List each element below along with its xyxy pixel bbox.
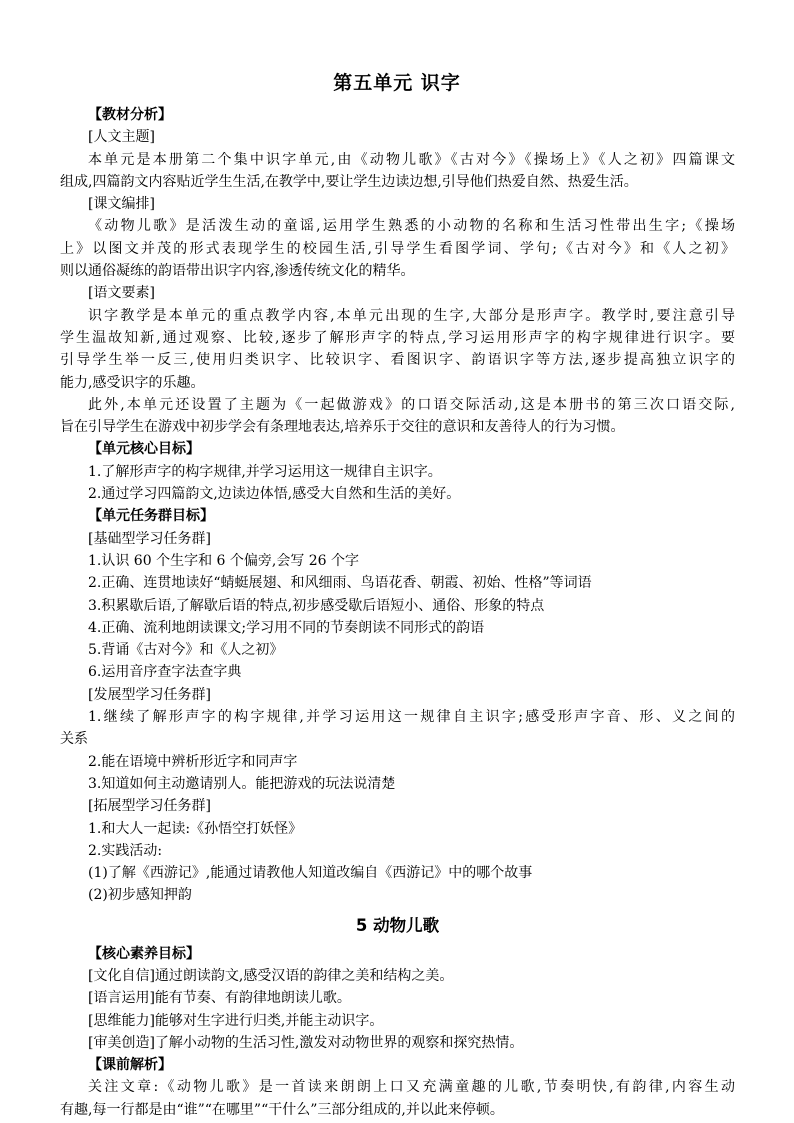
section-heading-core-goals: 【单元核心目标】 xyxy=(88,441,200,458)
list-item: [思维能力]能够对生字进行归类,并能主动识字。 xyxy=(88,1012,384,1029)
list-item-continuation: 关系 xyxy=(60,731,88,748)
subheading-language-elements: [语文要素] xyxy=(88,285,155,302)
paragraph-line: 关注文章:《动物儿歌》是一首读来朗朗上口又充满童趣的儿歌,节奏明快,有韵律,内容生动 xyxy=(88,1079,735,1096)
paragraph-line: 引导学生举一反三,使用归类识字、比较识字、看图识字、韵语识字等方法,逐步提高独立识字的 xyxy=(60,352,735,369)
paragraph-line: 上》以图文并茂的形式表现学生的校园生活,引导学生看图学词、学句;《古对今》和《人之初》 xyxy=(60,240,735,257)
section-heading-core-literacy: 【核心素养目标】 xyxy=(88,945,200,962)
list-item: 1.继续了解形声字的构字规律,并学习运用这一规律自主识字;感受形声字音、形、义之间的 xyxy=(88,709,735,726)
list-item: [语言运用]能有节奏、有韵律地朗读儿歌。 xyxy=(88,990,351,1007)
list-item: 1.和大人一起读:《孙悟空打妖怪》 xyxy=(88,820,303,837)
section-heading-textbook-analysis: 【教材分析】 xyxy=(88,107,172,123)
lesson-title: 5 动物儿歌 xyxy=(355,915,440,935)
list-item: 1.认识 60 个生字和 6 个偏旁,会写 26 个字 xyxy=(88,552,360,569)
document-title: 第五单元 识字 xyxy=(333,72,461,94)
list-item: [文化自信]通过朗读韵文,感受汉语的韵律之美和结构之美。 xyxy=(88,967,454,984)
paragraph-line: 识字教学是本单元的重点教学内容,本单元出现的生字,大部分是形声字。教学时,要注意引导 xyxy=(88,307,735,324)
subheading-development-task-group: [发展型学习任务群] xyxy=(88,686,211,703)
subheading-extension-task-group: [拓展型学习任务群] xyxy=(88,798,211,815)
subheading-text-arrangement: [课文编排] xyxy=(88,196,155,213)
paragraph-line: 有趣,每一行都是由“谁”“在哪里”“干什么”三部分组成的,并以此来停顿。 xyxy=(60,1101,504,1118)
list-item: [审美创造]了解小动物的生活习性,激发对动物世界的观察和探究热情。 xyxy=(88,1034,524,1051)
paragraph-line: 旨在引导学生在游戏中初步学会有条理地表达,培养乐于交往的意识和友善待人的行为习惯。 xyxy=(60,419,625,436)
list-item: 2.实践活动: xyxy=(88,842,163,859)
paragraph-line: 此外,本单元还设置了主题为《一起做游戏》的口语交际活动,这是本册书的第三次口语交际, xyxy=(88,396,735,413)
paragraph-line: 组成,四篇韵文内容贴近学生生活,在教学中,要让学生边读边想,引导他们热爱自然、热爱生活。 xyxy=(60,173,638,190)
list-item: 3.积累歇后语,了解歇后语的特点,初步感受歇后语短小、通俗、形象的特点 xyxy=(88,597,545,614)
list-item: 4.正确、流利地朗读课文;学习用不同的节奏朗读不同形式的韵语 xyxy=(88,619,485,636)
list-item: 3.知道如何主动邀请别人。能把游戏的玩法说清楚 xyxy=(88,775,396,792)
section-heading-preclass-analysis: 【课前解析】 xyxy=(88,1057,172,1074)
list-item: (2)初步感知押韵 xyxy=(88,887,192,904)
paragraph-line: 《动物儿歌》是活泼生动的童谣,运用学生熟悉的小动物的名称和生活习性带出生字;《操场 xyxy=(88,218,735,235)
list-item: 1.了解形声字的构字规律,并学习运用这一规律自主识字。 xyxy=(88,463,442,480)
subheading-basic-task-group: [基础型学习任务群] xyxy=(88,530,211,547)
list-item: 2.能在语境中辨析形近字和同声字 xyxy=(88,753,298,770)
subheading-humanistic-theme: [人文主题] xyxy=(88,129,155,146)
paragraph-line: 能力,感受识字的乐趣。 xyxy=(60,374,205,391)
paragraph-line: 本单元是本册第二个集中识字单元,由《动物儿歌》《古对今》《操场上》《人之初》四篇课文 xyxy=(88,151,735,168)
list-item: 6.运用音序查字法查字典 xyxy=(88,664,242,681)
paragraph-line: 则以通俗凝练的韵语带出识字内容,渗透传统文化的精华。 xyxy=(60,263,415,280)
list-item: (1)了解《西游记》,能通过请教他人知道改编自《西游记》中的哪个故事 xyxy=(88,865,533,882)
section-heading-task-group-goals: 【单元任务群目标】 xyxy=(88,508,214,525)
list-item: 2.正确、连贯地读好“蜻蜓展翅、和风细雨、鸟语花香、朝霞、初始、性格”等词语 xyxy=(88,575,592,592)
list-item: 5.背诵《古对今》和《人之初》 xyxy=(88,642,284,659)
paragraph-line: 学生温故知新,通过观察、比较,逐步了解形声字的特点,学习运用形声字的构字规律进行识字。要 xyxy=(60,329,735,346)
document-body xyxy=(60,104,735,1121)
list-item: 2.通过学习四篇韵文,边读边体悟,感受大自然和生活的美好。 xyxy=(88,486,461,503)
